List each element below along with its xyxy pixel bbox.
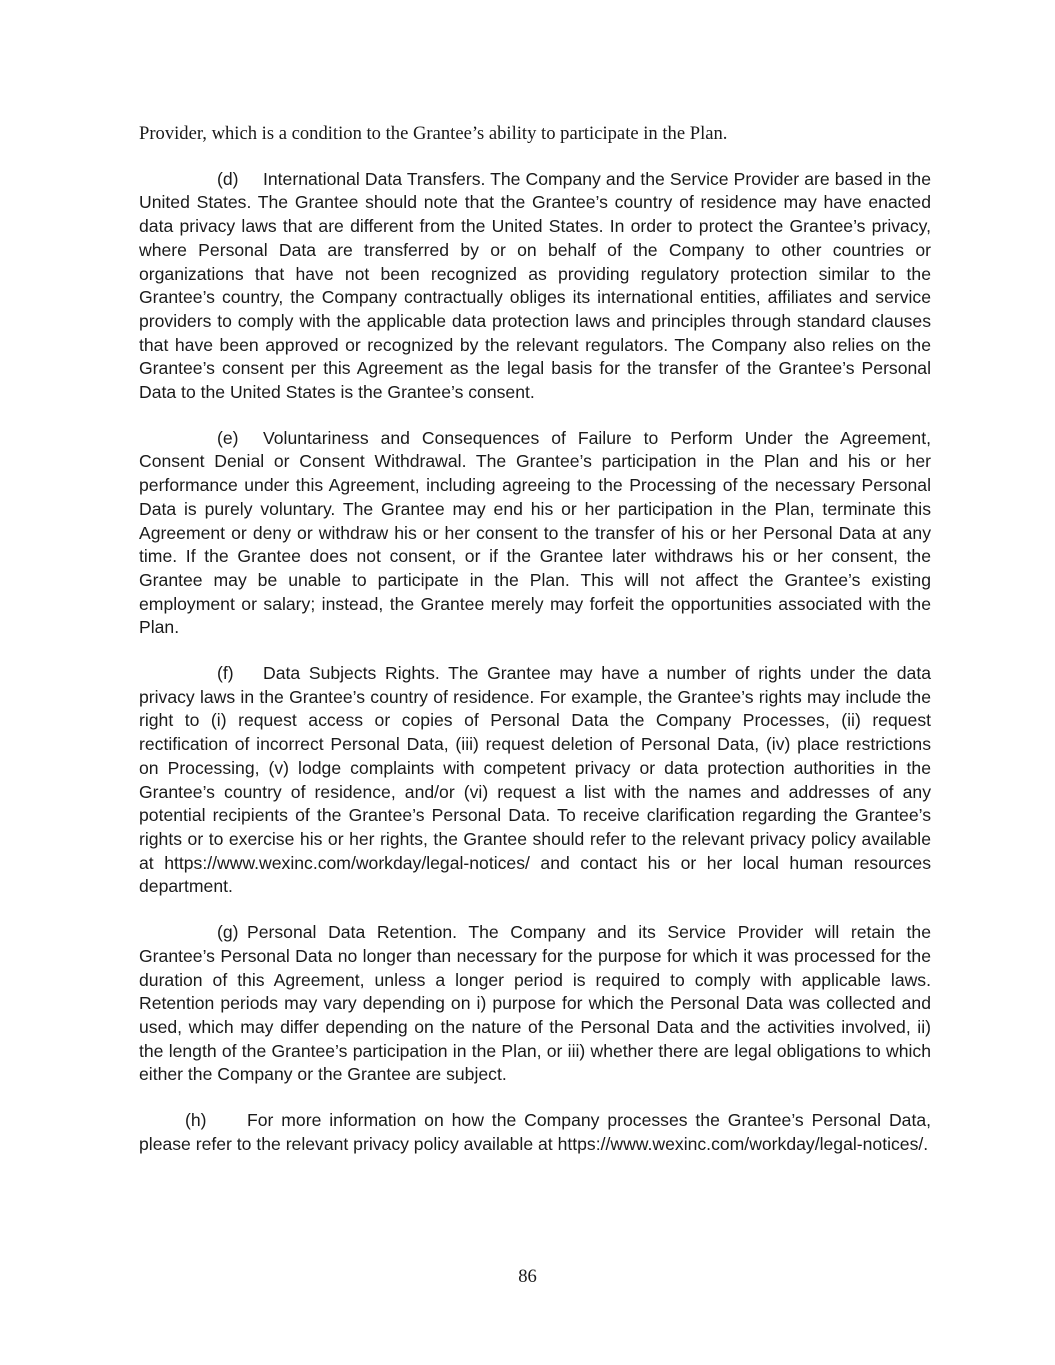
section-h-label: (h) xyxy=(185,1110,207,1131)
page-number: 86 xyxy=(518,1266,537,1287)
section-d-paragraph xyxy=(139,168,931,405)
section-h-text: For more information on how the Company processes the Grantee’s Personal Data, please refer to the relevant privacy policy available at https://www.wexinc.com/workday/legal-notices/. xyxy=(139,1110,931,1154)
section-g-paragraph xyxy=(139,921,931,1087)
section-e-paragraph xyxy=(139,427,931,640)
section-d-label: (d) xyxy=(217,168,239,189)
section-h-paragraph xyxy=(139,1109,931,1156)
section-e-text: Voluntariness and Consequences of Failure to Perform Under the Agreement, Consent Denial or Consent Withdrawal. The Grantee’s participation in the Plan and his or her performance under this Agreement, including agreeing to the Processing of the necessary Personal Data is purely voluntary. The Grantee may end his or her participation in the Plan, terminate this Agreement or deny or withdraw his or her consent to the transfer of his or her Personal Data at any time. If the Grantee does not consent, or if the Grantee later withdraws his or her consent, the Grantee may be unable to participate in the Plan. This will not affect the Grantee’s existing employment or salary; instead, the Grantee merely may forfeit the opportunities associated with the Plan. xyxy=(139,427,931,638)
section-f-paragraph xyxy=(139,662,931,899)
section-g-label: (g) xyxy=(217,922,239,943)
section-d-text: International Data Transfers. The Company and the Service Provider are based in the United States. The Grantee should note that the Grantee’s country of residence may have enacted data privacy laws that are different from the United States. In order to protect the Grantee’s privacy, where Personal Data are transferred by or on behalf of the Company to other countries or organizations that have not been recognized as providing regulatory protection similar to the Grantee’s country, the Company contractually obliges its international entities, affiliates and service providers to comply with the applicable data protection laws and principles through standard clauses that have been approved or recognized by the relevant regulators. The Company also relies on the Grantee’s consent per this Agreement as the legal basis for the transfer of the Grantee’s Personal Data to the United States is the Grantee’s consent. xyxy=(139,168,931,403)
intro-paragraph: Provider, which is a condition to the Grantee’s ability to participate in the Plan. xyxy=(139,123,728,144)
section-e-label: (e) xyxy=(217,427,239,448)
section-g-text: Personal Data Retention. The Company and its Service Provider will retain the Grantee’s Personal Data no longer than necessary for the purpose for which it was processed for the duration of this Agreement, unless a longer period is required to comply with applicable laws. Retention periods may vary depending on i) purpose for which the Personal Data was collected and used, which may differ depending on the nature of the Personal Data and the activities involved, ii) the length of the Grantee’s participation in the Plan, or iii) whether there are legal obligations to which either the Company or the Grantee are subject. xyxy=(139,922,931,1085)
section-f-label: (f) xyxy=(217,663,234,684)
section-f-text: Data Subjects Rights. The Grantee may have a number of rights under the data privacy laws in the Grantee’s country of residence. For example, the Grantee’s rights may include the right to (i) request access or copies of Personal Data the Company Processes, (ii) request rectification of incorrect Personal Data, (iii) request deletion of Personal Data, (iv) place restrictions on Processing, (v) lodge complaints with competent privacy or data protection authorities in the Grantee’s country of residence, and/or (vi) request a list with the names and addresses of any potential recipients of the Grantee’s Personal Data. To receive clarification regarding the Grantee’s rights or to exercise his or her rights, the Grantee should refer to the relevant privacy policy available at https://www.wexinc.com/workday/legal-notices/ and contact his or her local human resources department. xyxy=(139,663,931,897)
